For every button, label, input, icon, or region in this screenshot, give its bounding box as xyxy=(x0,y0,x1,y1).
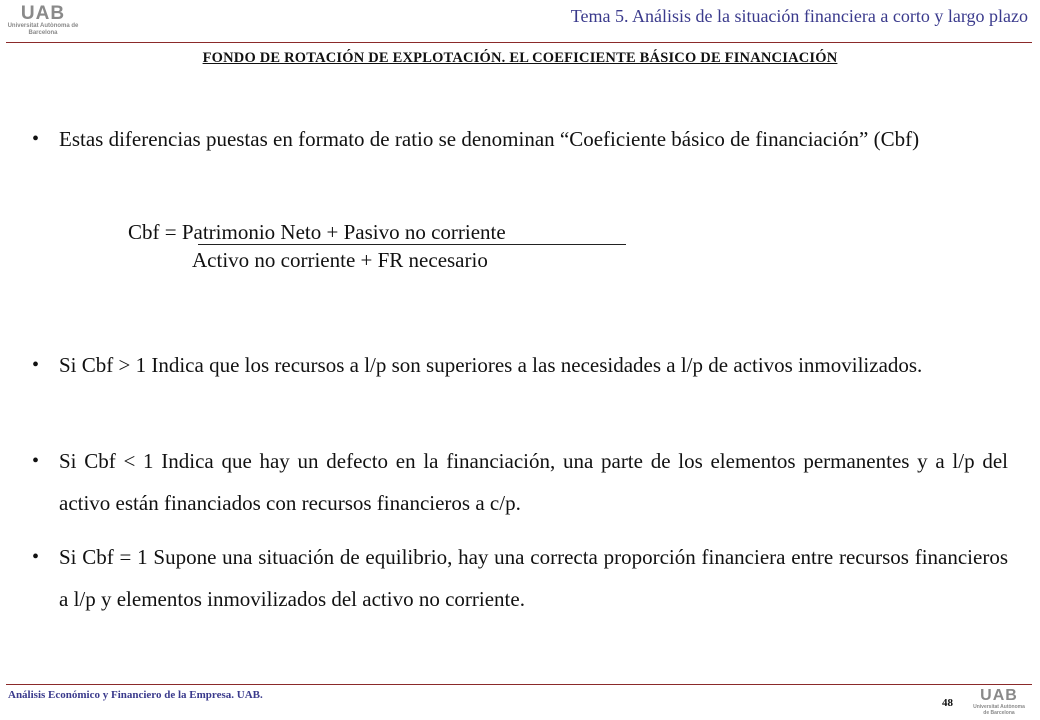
header-rule xyxy=(6,42,1032,43)
bullet-item xyxy=(32,344,1008,386)
uab-logo-mark: UAB xyxy=(980,687,1018,704)
bullet-icon: • xyxy=(32,354,40,376)
bullet-item xyxy=(32,118,1008,160)
bullet-item xyxy=(32,536,1008,620)
bullet-text: Estas diferencias puestas en formato de ratio se denominan “Coeficiente básico de financiación” (Cbf) xyxy=(59,127,920,151)
formula-numerator: Cbf = Patrimonio Neto + Pasivo no corriente xyxy=(128,220,506,244)
header-title: Tema 5. Análisis de la situación financiera a corto y largo plazo xyxy=(570,6,1028,26)
bullet-text: Si Cbf = 1 Supone una situación de equilibrio, hay una correcta proporción financiera entre recursos financieros a l/p y elementos inmovilizados del activo no corriente. xyxy=(59,545,1008,611)
bullet-text: Si Cbf < 1 Indica que hay un defecto en la financiación, una parte de los elementos permanentes y a l/p del activo están financiados con recursos financieros a c/p. xyxy=(59,449,1008,515)
bullet-icon: • xyxy=(32,450,40,472)
bullet-item xyxy=(32,440,1008,524)
bullet-text: Si Cbf > 1 Indica que los recursos a l/p son superiores a las necesidades a l/p de activos inmovilizados. xyxy=(59,353,923,377)
formula-denominator: Activo no corriente + FR necesario xyxy=(192,248,488,272)
uab-logo-mark: UAB xyxy=(20,3,66,24)
page-number: 48 xyxy=(942,697,953,709)
uab-logo-footer xyxy=(970,688,1028,718)
fraction-bar xyxy=(198,244,626,245)
uab-logo-header xyxy=(6,4,80,34)
cbf-formula xyxy=(32,218,652,298)
uab-logo-subtext: Universitat Autònoma de Barcelona xyxy=(7,23,79,36)
bullet-icon: • xyxy=(32,546,40,568)
footer-rule xyxy=(6,684,1032,685)
slide-title: FONDO DE ROTACIÓN DE EXPLOTACIÓN. EL COEFICIENTE BÁSICO DE FINANCIACIÓN xyxy=(202,50,838,66)
footer-text: Análisis Económico y Financiero de la Empresa. UAB. xyxy=(8,689,263,701)
bullet-icon: • xyxy=(32,128,40,150)
uab-logo-subtext: Universitat Autònoma de Barcelona xyxy=(973,704,1025,716)
